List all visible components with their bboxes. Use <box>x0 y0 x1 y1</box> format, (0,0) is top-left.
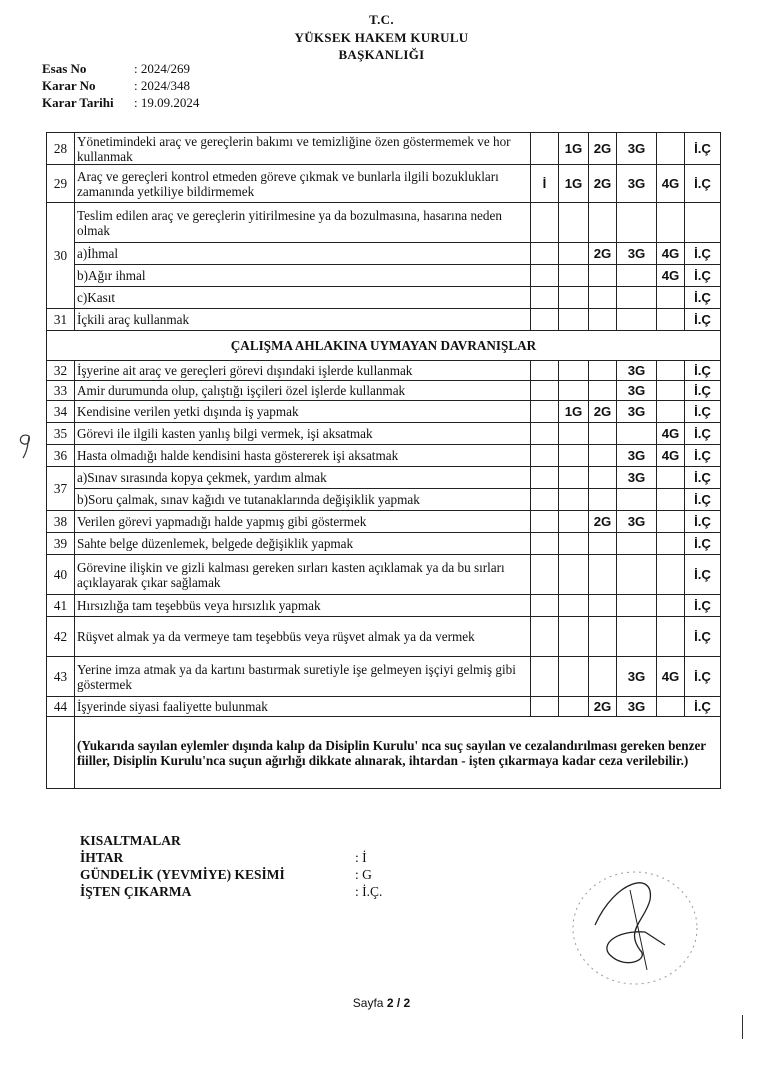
signature-stamp <box>555 860 705 995</box>
table-row <box>47 617 721 657</box>
penalty-2g: 2G <box>589 511 617 533</box>
penalty-dismissal: İ.Ç <box>685 595 721 617</box>
penalty-dismissal: İ.Ç <box>685 511 721 533</box>
penalty-4g: 4G <box>657 657 685 697</box>
abbreviation-item <box>80 883 382 900</box>
penalty-3g: 3G <box>617 511 657 533</box>
header-tc: T.C. <box>369 12 394 27</box>
abbreviation-value: : İ <box>355 850 367 865</box>
penalty-1g: 1G <box>559 133 589 165</box>
penalty-4g: 4G <box>657 165 685 203</box>
row-number: 32 <box>47 361 75 381</box>
row-description: İşyerine ait araç ve gereçleri görevi dışındaki işlerde kullanmak <box>75 361 531 381</box>
table-row <box>47 401 721 423</box>
row-number: 33 <box>47 381 75 401</box>
row-number: 42 <box>47 617 75 657</box>
penalty-table <box>46 132 721 789</box>
penalty-dismissal: İ.Ç <box>685 657 721 697</box>
table-row <box>47 381 721 401</box>
row-description: Amir durumunda olup, çalıştığı işçileri özel işlerde kullanmak <box>75 381 531 401</box>
row-description: b)Ağır ihmal <box>75 265 531 287</box>
row-number: 43 <box>47 657 75 697</box>
table-row <box>47 203 721 243</box>
penalty-dismissal: İ.Ç <box>685 361 721 381</box>
abbreviation-value: : İ.Ç. <box>355 884 383 899</box>
meta-label: Karar No <box>42 78 96 93</box>
row-description: Yerine imza atmak ya da kartını bastırmak suretiyle işe gelmeyen işçiyi gelmiş gibi göstermek <box>75 657 531 697</box>
header-presidency: BAŞKANLIĞI <box>338 47 425 62</box>
abbreviation-label: İHTAR <box>80 850 124 865</box>
row-description: a)İhmal <box>75 243 531 265</box>
penalty-dismissal: İ.Ç <box>685 697 721 717</box>
page-value: 2 / 2 <box>386 996 411 1010</box>
penalty-3g: 3G <box>617 467 657 489</box>
karar-no-row <box>42 77 199 94</box>
row-number: 30 <box>47 203 75 309</box>
penalty-3g: 3G <box>617 133 657 165</box>
row-description: Kendisine verilen yetki dışında iş yapmak <box>75 401 531 423</box>
row-number: 39 <box>47 533 75 555</box>
row-description: Hırsızlığa tam teşebbüs veya hırsızlık yapmak <box>75 595 531 617</box>
penalty-dismissal: İ.Ç <box>685 265 721 287</box>
penalty-3g: 3G <box>617 165 657 203</box>
row-number: 31 <box>47 309 75 331</box>
row-number: 36 <box>47 445 75 467</box>
penalty-dismissal: İ.Ç <box>685 617 721 657</box>
abbreviation-label: İŞTEN ÇIKARMA <box>80 884 192 899</box>
table-row <box>47 555 721 595</box>
penalty-ihtar <box>531 133 559 165</box>
penalty-3g: 3G <box>617 361 657 381</box>
header-institution: YÜKSEK HAKEM KURULU <box>294 30 469 45</box>
table-row <box>47 445 721 467</box>
row-description: Teslim edilen araç ve gereçlerin yitirilmesine ya da bozulmasına, hasarına neden olmak <box>75 203 531 243</box>
meta-value: : 19.09.2024 <box>134 95 200 110</box>
table-row <box>47 489 721 511</box>
note-row <box>47 717 721 789</box>
row-number: 34 <box>47 401 75 423</box>
penalty-dismissal: İ.Ç <box>685 309 721 331</box>
case-meta <box>42 60 199 111</box>
row-number: 41 <box>47 595 75 617</box>
penalty-dismissal: İ.Ç <box>685 445 721 467</box>
penalty-2g: 2G <box>589 133 617 165</box>
row-description: b)Soru çalmak, sınav kağıdı ve tutanaklarında değişiklik yapmak <box>75 489 531 511</box>
penalty-4g: 4G <box>657 445 685 467</box>
abbreviations-title: KISALTMALAR <box>80 833 181 848</box>
penalty-3g: 3G <box>617 697 657 717</box>
section-title: ÇALIŞMA AHLAKINA UYMAYAN DAVRANIŞLAR <box>47 331 721 361</box>
row-number: 44 <box>47 697 75 717</box>
penalty-4g: 4G <box>657 265 685 287</box>
row-number: 40 <box>47 555 75 595</box>
row-description: İşyerinde siyasi faaliyette bulunmak <box>75 697 531 717</box>
row-number: 35 <box>47 423 75 445</box>
row-description: Yönetimindeki araç ve gereçlerin bakımı ve temizliğine özen göstermemek ve hor kullanmak <box>75 133 531 165</box>
penalty-2g: 2G <box>589 697 617 717</box>
penalty-3g: 3G <box>617 657 657 697</box>
penalty-dismissal: İ.Ç <box>685 423 721 445</box>
table-row <box>47 265 721 287</box>
row-description: Araç ve gereçleri kontrol etmeden göreve çıkmak ve bunlarla ilgili bozuklukları zamanında yetkiliye bildirmemek <box>75 165 531 203</box>
row-number: 29 <box>47 165 75 203</box>
table-row <box>47 361 721 381</box>
row-description: c)Kasıt <box>75 287 531 309</box>
row-description: Rüşvet almak ya da vermeye tam teşebbüs veya rüşvet almak ya da vermek <box>75 617 531 657</box>
esas-no-row <box>42 60 199 77</box>
penalty-dismissal: İ.Ç <box>685 467 721 489</box>
table-row <box>47 309 721 331</box>
penalty-3g: 3G <box>617 445 657 467</box>
row-description: İçkili araç kullanmak <box>75 309 531 331</box>
meta-label: Esas No <box>42 61 87 76</box>
karar-tarihi-row <box>42 94 199 111</box>
penalty-dismissal: İ.Ç <box>685 133 721 165</box>
penalty-dismissal: İ.Ç <box>685 243 721 265</box>
penalty-dismissal: İ.Ç <box>685 533 721 555</box>
penalty-2g: 2G <box>589 401 617 423</box>
abbreviation-value: : G <box>355 867 372 882</box>
page-number <box>0 996 763 1010</box>
penalty-4g <box>657 133 685 165</box>
abbreviation-item <box>80 866 382 883</box>
handwritten-margin-mark <box>14 430 36 467</box>
table-note: (Yukarıda sayılan eylemler dışında kalıp da Disiplin Kurulu' nca suç sayılan ve cezalandırılması gereken benzer fiiller, Disiplin Kurulu'nca suçun ağırlığı dikkate alınarak, ihtardan - işten çıkarmaya kadar ceza verilebilir.) <box>75 717 721 789</box>
penalty-dismissal: İ.Ç <box>685 555 721 595</box>
row-number: 28 <box>47 133 75 165</box>
penalty-dismissal: İ.Ç <box>685 381 721 401</box>
table-row <box>47 697 721 717</box>
row-description: Verilen görevi yapmadığı halde yapmış gibi göstermek <box>75 511 531 533</box>
penalty-3g: 3G <box>617 381 657 401</box>
penalty-1g: 1G <box>559 165 589 203</box>
row-description: Görevine ilişkin ve gizli kalması gereken sırları kasten açıklamak ya da bu sırları açıklayarak çıkar sağlamak <box>75 555 531 595</box>
penalty-dismissal: İ.Ç <box>685 489 721 511</box>
table-row <box>47 423 721 445</box>
table-row <box>47 165 721 203</box>
table-row <box>47 287 721 309</box>
penalty-3g: 3G <box>617 243 657 265</box>
table-row <box>47 467 721 489</box>
table-row <box>47 511 721 533</box>
row-description: Hasta olmadığı halde kendisini hasta göstererek işi aksatmak <box>75 445 531 467</box>
table-row <box>47 243 721 265</box>
penalty-dismissal: İ.Ç <box>685 287 721 309</box>
penalty-3g: 3G <box>617 401 657 423</box>
penalty-4g: 4G <box>657 423 685 445</box>
penalty-dismissal: İ.Ç <box>685 401 721 423</box>
row-description: a)Sınav sırasında kopya çekmek, yardım almak <box>75 467 531 489</box>
table-row <box>47 533 721 555</box>
meta-label: Karar Tarihi <box>42 95 114 110</box>
section-row <box>47 331 721 361</box>
penalty-ihtar: İ <box>531 165 559 203</box>
meta-value: : 2024/269 <box>134 61 190 76</box>
table-row <box>47 133 721 165</box>
abbreviation-item <box>80 849 382 866</box>
abbreviation-label: GÜNDELİK (YEVMİYE) KESİMİ <box>80 867 285 882</box>
meta-value: : 2024/348 <box>134 78 190 93</box>
penalty-2g: 2G <box>589 165 617 203</box>
table-row <box>47 657 721 697</box>
abbreviations <box>80 832 382 900</box>
table-row <box>47 595 721 617</box>
row-number: 38 <box>47 511 75 533</box>
row-description: Sahte belge düzenlemek, belgede değişiklik yapmak <box>75 533 531 555</box>
row-description: Görevi ile ilgili kasten yanlış bilgi vermek, işi aksatmak <box>75 423 531 445</box>
penalty-2g: 2G <box>589 243 617 265</box>
margin-line <box>742 1015 743 1039</box>
page-prefix: Sayfa <box>352 996 384 1010</box>
penalty-dismissal: İ.Ç <box>685 165 721 203</box>
row-number: 37 <box>47 467 75 511</box>
penalty-1g: 1G <box>559 401 589 423</box>
penalty-4g: 4G <box>657 243 685 265</box>
